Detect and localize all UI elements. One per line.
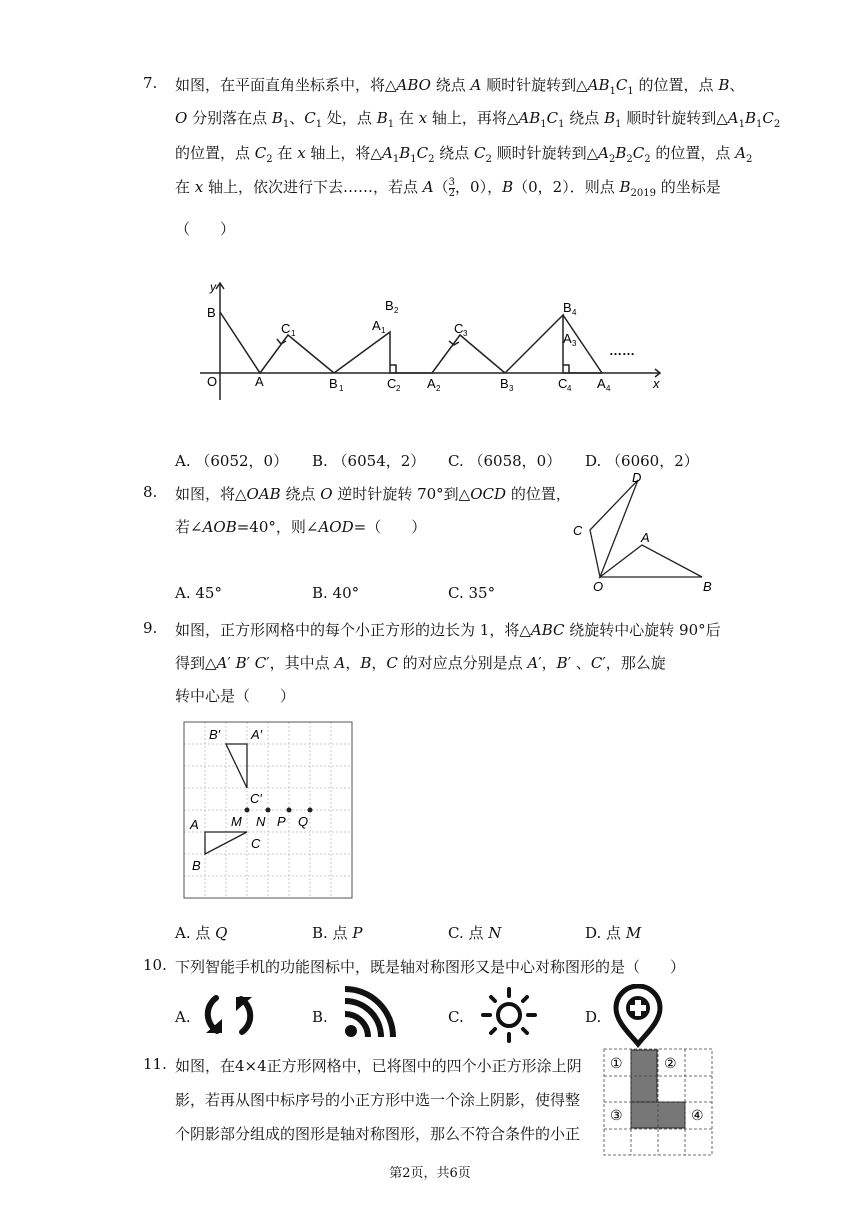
q7-label-x: x xyxy=(653,376,660,391)
q11-cell-label-1: ① xyxy=(610,1055,623,1071)
q7-option-d[interactable]: D. （6060，2） xyxy=(585,452,699,470)
svg-text:1: 1 xyxy=(381,326,386,335)
svg-text:2: 2 xyxy=(436,384,441,393)
svg-text:3: 3 xyxy=(572,339,577,348)
q9-label-N: N xyxy=(256,814,266,829)
question-7-line-2: O 分别落在点 $B_1$、$C_1$ 处，点 $B_1$ 在 x 轴上，再将$\triangle AB_1C_1$ 绕点 $B_1$ 顺时针旋转到$\triangle A_1B_1C_2$ xyxy=(175,109,781,130)
svg-text:3: 3 xyxy=(509,384,514,393)
question-9-line-2: 得到△A′ B′ C′，其中点 A，B，C 的对应点分别是点 A′，B′ 、C′，那么旋 xyxy=(175,654,666,672)
q9-label-Aprime: A′ xyxy=(251,727,263,742)
q7-label-A1: A xyxy=(372,318,381,333)
q9-option-c[interactable]: C. 点 N xyxy=(448,924,502,942)
q9-label-Q: Q xyxy=(298,814,309,829)
question-8-number: 8. xyxy=(143,483,158,501)
q7-label-y: y xyxy=(210,280,216,294)
q11-cell-label-3: ③ xyxy=(610,1107,623,1123)
q7-label-A: A xyxy=(255,374,264,389)
q8-option-a[interactable]: A. 45° xyxy=(175,584,222,602)
location-pin-plus-icon xyxy=(612,984,664,1048)
q7-label-B3: B xyxy=(500,376,509,391)
q8-option-c[interactable]: C. 35° xyxy=(448,584,496,602)
question-7-number: 7. xyxy=(143,74,158,92)
q9-label-B: B xyxy=(192,858,201,873)
q7-label-B1: B xyxy=(329,376,338,391)
q8-option-b[interactable]: B. 40° xyxy=(312,584,360,602)
question-10-number: 10. xyxy=(143,956,167,974)
svg-text:4: 4 xyxy=(606,384,611,393)
svg-text:4: 4 xyxy=(567,384,572,393)
question-7-line-1: 如图，在平面直角坐标系中，将△ABO 绕点 A 顺时针旋转到$\triangle AB_1C_1$ 的位置，点 B、 xyxy=(175,76,745,97)
q8-label-D: D xyxy=(632,470,642,485)
q8-label-O: O xyxy=(593,579,604,594)
q7-label-C3: C xyxy=(454,321,464,336)
q9-label-M: M xyxy=(231,814,242,829)
question-7-line-4: 在 x 轴上，依次进行下去……，若点 A（ $\frac{3}{2}$ ，0），B（0，2）．则点 $B_{2019}$ 的坐标是 xyxy=(175,176,721,199)
q7-label-A4: A xyxy=(597,376,606,391)
q7-figure xyxy=(195,275,675,405)
question-8-line-2: 若∠AOB=40°，则∠AOD=（ ） xyxy=(175,518,427,536)
q7-option-c[interactable]: C. （6058，0） xyxy=(448,452,562,470)
question-11-line-1: 如图，在4×4正方形网格中，已将图中的四个小正方形涂上阴 xyxy=(175,1057,582,1075)
q10-option-c[interactable]: C. xyxy=(448,1008,464,1026)
q9-figure xyxy=(180,718,356,902)
rss-feed-icon xyxy=(340,986,396,1042)
svg-text:2: 2 xyxy=(396,384,401,393)
q8-label-B: B xyxy=(703,579,712,594)
sun-brightness-icon xyxy=(480,986,538,1044)
q9-option-a[interactable]: A. 点 Q xyxy=(175,924,228,942)
svg-text:1: 1 xyxy=(339,384,344,393)
question-7-line-5: （ ） xyxy=(175,220,236,238)
q7-label-A2: A xyxy=(427,376,436,391)
question-7-line-3: 的位置，点 $C_2$ 在 x 轴上，将$\triangle A_1B_1C_2$ 绕点 $C_2$ 顺时针旋转到$\triangle A_2B_2C_2$ 的位置，点 $A_2$ xyxy=(175,144,753,165)
question-9-line-3: 转中心是（ ） xyxy=(175,687,296,705)
q7-label-C2: C xyxy=(387,376,397,391)
q9-option-d[interactable]: D. 点 M xyxy=(585,924,642,942)
q7-label-B4: B xyxy=(563,300,572,315)
q7-label-C4: C xyxy=(558,376,568,391)
q7-label-O: O xyxy=(207,374,218,389)
question-11-line-2: 影，若再从图中标序号的小正方形中选一个涂上阴影，使得整 xyxy=(175,1091,581,1109)
q9-label-P: P xyxy=(277,814,286,829)
svg-text:4: 4 xyxy=(572,308,577,317)
q7-option-b[interactable]: B. （6054，2） xyxy=(312,452,426,470)
q7-label-A3: A xyxy=(563,331,572,346)
q9-label-A: A xyxy=(190,817,199,832)
q9-label-Bprime: B′ xyxy=(209,727,221,742)
question-8-line-1: 如图，将△OAB 绕点 O 逆时针旋转 70°到△OCD 的位置， xyxy=(175,485,571,503)
q9-option-b[interactable]: B. 点 P xyxy=(312,924,363,942)
q7-option-a[interactable]: A. （6052，0） xyxy=(175,452,289,470)
q10-option-a[interactable]: A. xyxy=(175,1008,191,1026)
q7-label-dots: …… xyxy=(609,343,635,358)
q11-grid-figure xyxy=(602,1047,714,1157)
question-10-text: 下列智能手机的功能图标中，既是轴对称图形又是中心对称图形的是（ ） xyxy=(175,958,686,976)
q7-label-C1: C xyxy=(281,321,291,336)
question-9-line-1: 如图，正方形网格中的每个小正方形的边长为 1，将△ABC 绕旋转中心旋转 90°后 xyxy=(175,621,721,639)
q7-label-B: B xyxy=(207,305,216,320)
q10-option-d[interactable]: D. xyxy=(585,1008,602,1026)
svg-text:2: 2 xyxy=(394,306,399,315)
page-footer: 第2页，共6页 xyxy=(389,1166,471,1181)
svg-text:3: 3 xyxy=(463,329,468,338)
q11-cell-label-2: ② xyxy=(664,1055,677,1071)
q11-cell-label-4: ④ xyxy=(691,1107,704,1123)
q8-label-A: A xyxy=(641,530,650,545)
q8-figure xyxy=(560,465,720,595)
q8-label-C: C xyxy=(573,523,583,538)
question-11-line-3: 个阴影部分组成的图形是轴对称图形，那么不符合条件的小正 xyxy=(175,1125,581,1143)
q9-label-C: C xyxy=(251,836,261,851)
q9-label-Cprime: C′ xyxy=(250,791,262,806)
svg-text:1: 1 xyxy=(291,329,296,338)
refresh-icon xyxy=(200,986,258,1044)
q7-label-B2: B xyxy=(385,298,394,313)
question-11-number: 11. xyxy=(143,1055,167,1073)
q10-option-b[interactable]: B. xyxy=(312,1008,328,1026)
question-9-number: 9. xyxy=(143,619,158,637)
